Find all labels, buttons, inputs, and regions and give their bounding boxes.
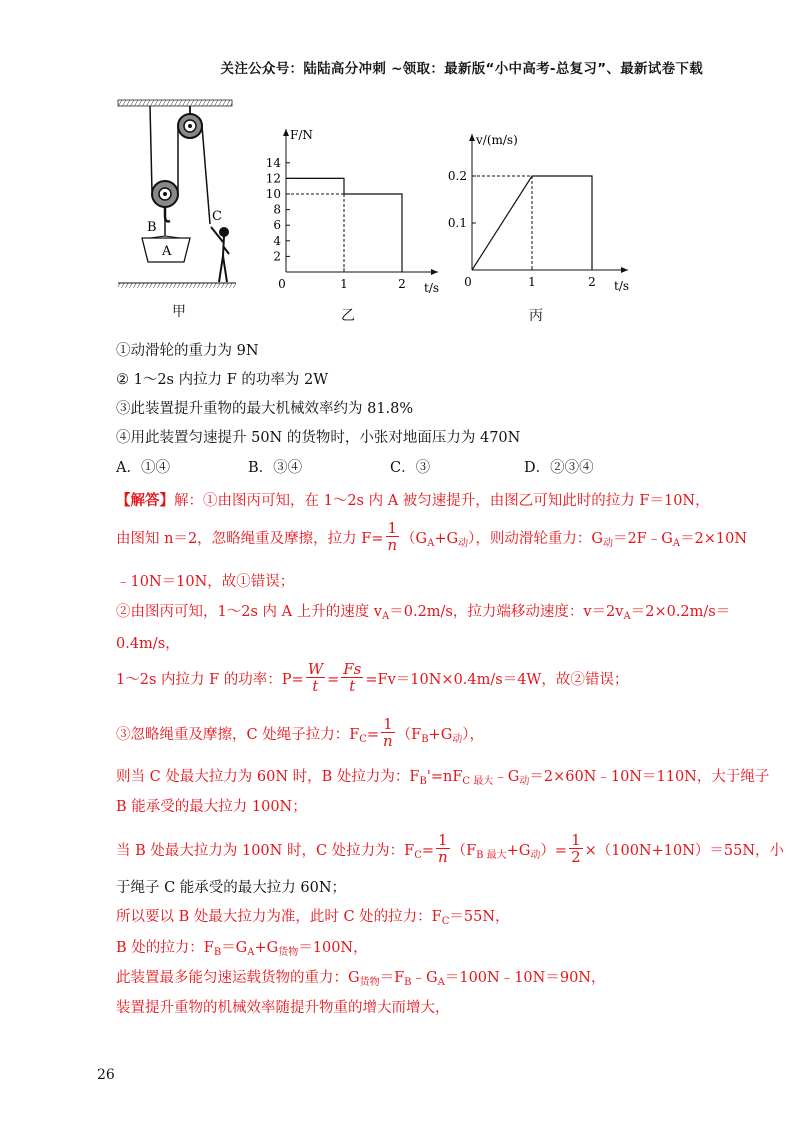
statement-1: ①动滑轮的重力为 9N — [116, 343, 259, 359]
velocity-time-chart — [438, 130, 638, 300]
x-tick-label: 0 — [464, 275, 472, 289]
solution-line-8: 则当 C 处最大拉力为 60N 时，B 处拉力为：$F_B'=nF_{C 最大}﹣G_动=2\times 60N﹣10N=110N$，大于绳子 — [116, 769, 770, 787]
y-tick-label: 12 — [265, 171, 281, 186]
page-number: 26 — [97, 1067, 115, 1083]
y-tick-label: 0.1 — [447, 216, 467, 230]
y-tick-label: 14 — [265, 155, 281, 170]
x-axis-arrow — [621, 267, 628, 273]
x-axis-label: t/s — [424, 281, 440, 295]
y-tick-label: 0.2 — [447, 169, 467, 183]
y-axis-arrow — [283, 129, 289, 136]
x-axis-arrow — [431, 269, 438, 275]
x-tick-label: 2 — [398, 277, 406, 291]
person-icon — [211, 227, 229, 282]
y-tick-label: 8 — [273, 202, 281, 217]
solution-line-10: 当 B 处最大拉力为 100N 时，C 处拉力为：$F_C=$ $\frac{1}{n}$ $(F_{B 最大}+G_动)=$ $\frac{1}{2}$ ×（100N+10N）＝55N，小 — [116, 831, 785, 866]
statement-3: ③此装置提升重物的最大机械效率约为 81.8% — [116, 401, 414, 417]
y-tick-label: 4 — [273, 233, 281, 248]
solution-line-13: B 处的拉力：$F_B=G_A+G_{货物}=100N$， — [116, 940, 368, 958]
solution-line-5: 0.4m/s， — [116, 636, 180, 652]
solution-line-11: 于绳子 C 能承受的最大拉力 60N； — [116, 880, 347, 896]
option-b[interactable]: B．③④ — [248, 460, 303, 476]
caption-yi: 乙 — [341, 308, 355, 324]
caption-bing: 丙 — [529, 308, 543, 324]
caption-jia: 甲 — [172, 304, 186, 320]
option-d[interactable]: D．②③④ — [524, 460, 594, 476]
solution-line-3: ﹣10N＝10N，故①错误； — [116, 574, 295, 590]
option-a[interactable]: A．①④ — [116, 460, 170, 476]
y-axis-label: F/N — [290, 128, 313, 142]
solution-line-6: 1～2s 内拉力 F 的功率：P= $\frac{W}{t}$ = $\frac{Fs}{t}$ =Fv＝10N×0.4m/s＝4W，故②错误； — [116, 660, 629, 695]
y-tick-label: 10 — [265, 187, 281, 201]
label-a: A — [162, 244, 172, 259]
y-tick-label: 2 — [273, 249, 281, 264]
x-tick-label: 1 — [340, 277, 348, 291]
solution-line-9: B 能承受的最大拉力 100N； — [116, 799, 307, 815]
x-axis-label: t/s — [614, 279, 630, 293]
y-tick-label: 6 — [273, 218, 281, 233]
force-time-chart — [248, 125, 448, 300]
option-c[interactable]: C．③ — [390, 460, 431, 476]
label-c: C — [212, 209, 222, 224]
solution-line-7: ③忽略绳重及摩擦，C 处绳子拉力：$F_C=$ $\frac{1}{n}$ $(F_B+G_动)$， — [116, 715, 485, 750]
statement-2: ② 1～2s 内拉力 F 的功率为 2W — [116, 372, 329, 388]
x-tick-label: 2 — [588, 275, 596, 289]
statement-4: ④用此装置匀速提升 50N 的货物时，小张对地面压力为 470N — [116, 430, 521, 446]
solution-line-14: 此装置最多能匀速运载货物的重力：$G_{货物}=F_B﹣G_A=100N﹣10N=90N$， — [116, 970, 606, 988]
solution-line-12: 所以要以 B 处最大拉力为准，此时 C 处的拉力：$F_C=55N$， — [116, 909, 510, 927]
page-header: 关注公众号：陆陆高分冲刺 ~领取：最新版“小中高考-总复习”、最新试卷下载 — [220, 61, 703, 77]
label-b: B — [147, 220, 157, 235]
x-tick-label: 1 — [528, 275, 536, 289]
solution-line-15: 装置提升重物的机械效率随提升物重的增大而增大， — [116, 1000, 450, 1016]
solution-line-4: ②由图丙可知，1～2s 内 A 上升的速度 $v_A=0.2m/s$，拉力端移动速度：$v=2v_A=2\times 0.2m/s=$ — [116, 604, 731, 622]
solution-line-1: 【解答】解：①由图丙可知，在 1～2s 内 A 被匀速提升，由图乙可知此时的拉力 F＝10N， — [116, 492, 710, 509]
solution-line-2: 由图知 n＝2，忽略绳重及摩擦，拉力 F= $\frac{1}{n}$ $(G_A+G_动)$，则动滑轮重力：$G_动=2F﹣G_A=2\times 10N$ — [116, 519, 748, 554]
pulley-diagram — [112, 96, 242, 296]
x-tick-label: 0 — [278, 277, 286, 291]
y-axis-label: v/(m/s) — [476, 133, 518, 147]
y-axis-arrow — [469, 134, 475, 141]
